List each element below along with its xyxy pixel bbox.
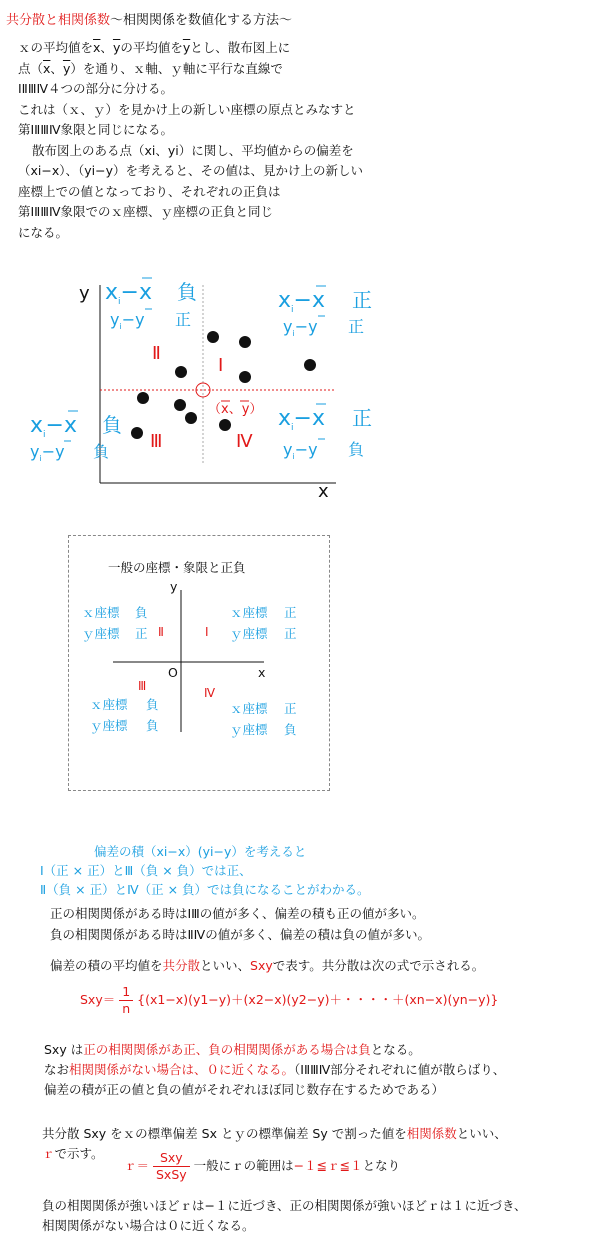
- scatter-point: [219, 419, 231, 431]
- svg-text:xi−x: $x_i-x$: [278, 406, 326, 433]
- page-title: [6, 9, 292, 28]
- svg-text:正: 正: [284, 605, 297, 620]
- svg-text:ｙ座標: ｙ座標: [230, 722, 268, 737]
- svg-text:ｙ座標: ｙ座標: [230, 626, 268, 641]
- intro-line-7: （xi−x）、（yi−y）を考えると、その値は、見かけ上の新しい: [18, 163, 363, 178]
- svg-text:負: 負: [348, 440, 365, 459]
- product-line-4: 正の相関関係がある時はⅠⅢの値が多く、偏差の積も正の値が多い。: [50, 906, 425, 921]
- svg-text:負: 負: [146, 697, 159, 712]
- intro-line-5: 第ⅠⅡⅢⅣ象限と同じになる。: [18, 122, 173, 137]
- q2-deviation-labels: [105, 278, 199, 331]
- product-line-2: Ⅰ（正 × 正）とⅢ（負 × 負）では正、: [40, 863, 252, 878]
- intro-paragraph: [18, 38, 363, 243]
- quadrant-1-label: Ⅰ: [218, 355, 224, 376]
- ref-q1-signs: [230, 605, 297, 642]
- svg-text:負: 負: [284, 722, 297, 737]
- correlation-definition: 共分散 Sxy をｘの標準偏差 Sx とｙの標準偏差 Sy で割った値を相関係数といい、: [42, 1126, 507, 1141]
- quadrant-4-label: Ⅳ: [236, 431, 253, 452]
- quadrant-3-label: Ⅲ: [150, 431, 163, 452]
- correlation-formula: ｒ＝ $\frac{\text{Sxy}}{\text{SxSy}}$ 一般にｒの範囲は−１≦ｒ≦１となり: [124, 1150, 401, 1182]
- quadrant-reference-diagram: [68, 535, 330, 791]
- covariance-formula-body: {(x1−x)(y1−y)＋(x2−x)(y2−y)＋・・・・＋(xn−x)(yn−y)}: [137, 992, 499, 1007]
- covariance-sign-line: Sxy は正の相関関係があ正、負の相関関係がある場合は負となる。: [44, 1042, 421, 1057]
- intro-line-1: ｘの平均値を$\overline{x}$、$\overline{y}$の平均値を$\overline{y}$とし、散布図上に: [18, 40, 291, 55]
- svg-text:負: 負: [177, 280, 197, 304]
- title-highlight: 共分散と相関係数: [6, 13, 111, 28]
- intro-line-4: これは（ｘ、ｙ）を見かけ上の新しい座標の原点とみなすと: [18, 101, 356, 117]
- svg-text:負: 負: [102, 413, 122, 437]
- title-subtitle: 〜相関関係を数値化する方法〜: [110, 13, 293, 28]
- product-line-5: 負の相関関係がある時はⅡⅣの値が多く、偏差の積は負の値が多い。: [50, 927, 430, 942]
- q1-deviation-labels: [278, 286, 372, 338]
- ref-q4-label: Ⅳ: [204, 686, 216, 700]
- quadrant-box-title: 一般の座標・象限と正負: [108, 560, 246, 575]
- scatter-point: [131, 427, 143, 439]
- quadrant-2-label: Ⅱ: [152, 343, 161, 364]
- svg-text:正: 正: [175, 310, 192, 329]
- svg-text:負: 負: [146, 718, 159, 733]
- svg-text:正: 正: [348, 317, 365, 336]
- ref-origin-label: O: [168, 665, 178, 680]
- svg-text:yi−y: $y_i-y$: [283, 440, 318, 461]
- intro-line-8: 座標上での値となっており、それぞれの正負は: [18, 183, 281, 199]
- correlation-summary-2: 相関関係がない場合は０に近くなる。: [42, 1218, 255, 1233]
- svg-text:負: 負: [135, 605, 148, 620]
- scatter-y-label: y: [79, 283, 90, 304]
- scatter-x-label: x: [318, 481, 329, 502]
- ref-x-label: x: [258, 665, 266, 680]
- svg-text:yi−y: $y_i-y$: [110, 310, 145, 331]
- intro-line-3: ⅠⅡⅢⅣ４つの部分に分ける。: [18, 81, 173, 96]
- svg-text:yi−y: $y_i-y$: [30, 442, 65, 463]
- scatter-point: [185, 412, 197, 424]
- ref-q2-label: Ⅱ: [158, 625, 164, 639]
- intro-line-10: になる。: [18, 224, 69, 240]
- svg-text:ｘ座標: ｘ座標: [230, 605, 268, 620]
- scatter-point: [239, 336, 251, 348]
- scatter-diagram: [0, 265, 600, 510]
- q3-deviation-labels: [30, 411, 124, 463]
- covariance-fraction: $\frac{1}{n}$: [119, 984, 133, 1017]
- covariance-definition: 偏差の積の平均値を共分散といい、Sxyで表す。共分散は次の式で示される。: [50, 958, 485, 973]
- svg-text:正: 正: [352, 406, 372, 430]
- intro-line-2: 点（$\overline{x}$、$\overline{y}$）を通り、ｘ軸、ｙ軸に平行な直線で: [18, 60, 283, 76]
- covariance-formula: Sxy＝ $\frac{1}{n}$ {(x1−x)(y1−y)＋(x2−x)(y2−y)＋・・・・＋(xn−x)(yn−y)}: [80, 984, 499, 1016]
- q4-deviation-labels: [278, 404, 372, 461]
- correlation-symbol-line: ｒで示す。: [42, 1146, 104, 1161]
- svg-text:xi−x: $x_i-x$: [30, 413, 78, 440]
- ref-q1-label: Ⅰ: [205, 625, 209, 639]
- svg-text:負: 負: [93, 442, 110, 461]
- svg-text:xi−x: $x_i-x$: [105, 280, 153, 307]
- ref-q2-signs: [82, 605, 149, 642]
- scatter-point: [174, 399, 186, 411]
- svg-text:正: 正: [284, 701, 297, 716]
- product-line-3: Ⅱ（負 × 正）とⅣ（正 × 負）では負になることがわかる。: [40, 882, 370, 897]
- intro-line-6: 散布図上のある点（xi、yi）に関し、平均値からの偏差を: [32, 142, 354, 158]
- scatter-point: [207, 331, 219, 343]
- ref-q3-label: Ⅲ: [138, 679, 147, 693]
- correlation-fraction: $\frac{\text{Sxy}}{\text{SxSy}}$: [153, 1150, 190, 1183]
- covariance-none-reason: 偏差の積が正の値と負の値がそれぞれほぼ同じ数存在するためである）: [44, 1082, 445, 1097]
- scatter-point: [304, 359, 316, 371]
- svg-text:xi−x: $x_i-x$: [278, 288, 326, 315]
- ref-q4-signs: [230, 701, 298, 738]
- product-line-1: 偏差の積（xi−x）(yi−y）を考えると: [94, 844, 307, 859]
- mean-center-label: （x、y）: [208, 402, 263, 417]
- intro-line-9: 第ⅠⅡⅢⅣ象限でのｘ座標、ｙ座標の正負と同じ: [18, 204, 273, 219]
- ref-q3-signs: [90, 697, 160, 734]
- svg-text:ｘ座標: ｘ座標: [230, 701, 268, 716]
- correlation-summary-1: 負の相関関係が強いほどｒは−１に近づき、正の相関関係が強いほどｒは１に近づき、: [42, 1198, 527, 1213]
- svg-text:正: 正: [135, 626, 148, 641]
- svg-text:ｙ座標: ｙ座標: [82, 626, 120, 641]
- svg-text:正: 正: [352, 288, 372, 312]
- ref-y-label: y: [170, 579, 178, 594]
- svg-text:yi−y: $y_i-y$: [283, 317, 318, 338]
- svg-text:ｘ座標: ｘ座標: [90, 697, 128, 712]
- svg-text:正: 正: [284, 626, 297, 641]
- svg-text:ｘ座標: ｘ座標: [82, 605, 120, 620]
- svg-text:ｙ座標: ｙ座標: [90, 718, 128, 733]
- scatter-point: [175, 366, 187, 378]
- scatter-point: [137, 392, 149, 404]
- covariance-none-line: なお相関関係がない場合は、０に近くなる。（ⅠⅡⅢⅣ部分それぞれに値が散らばり、: [44, 1062, 506, 1077]
- scatter-point: [239, 371, 251, 383]
